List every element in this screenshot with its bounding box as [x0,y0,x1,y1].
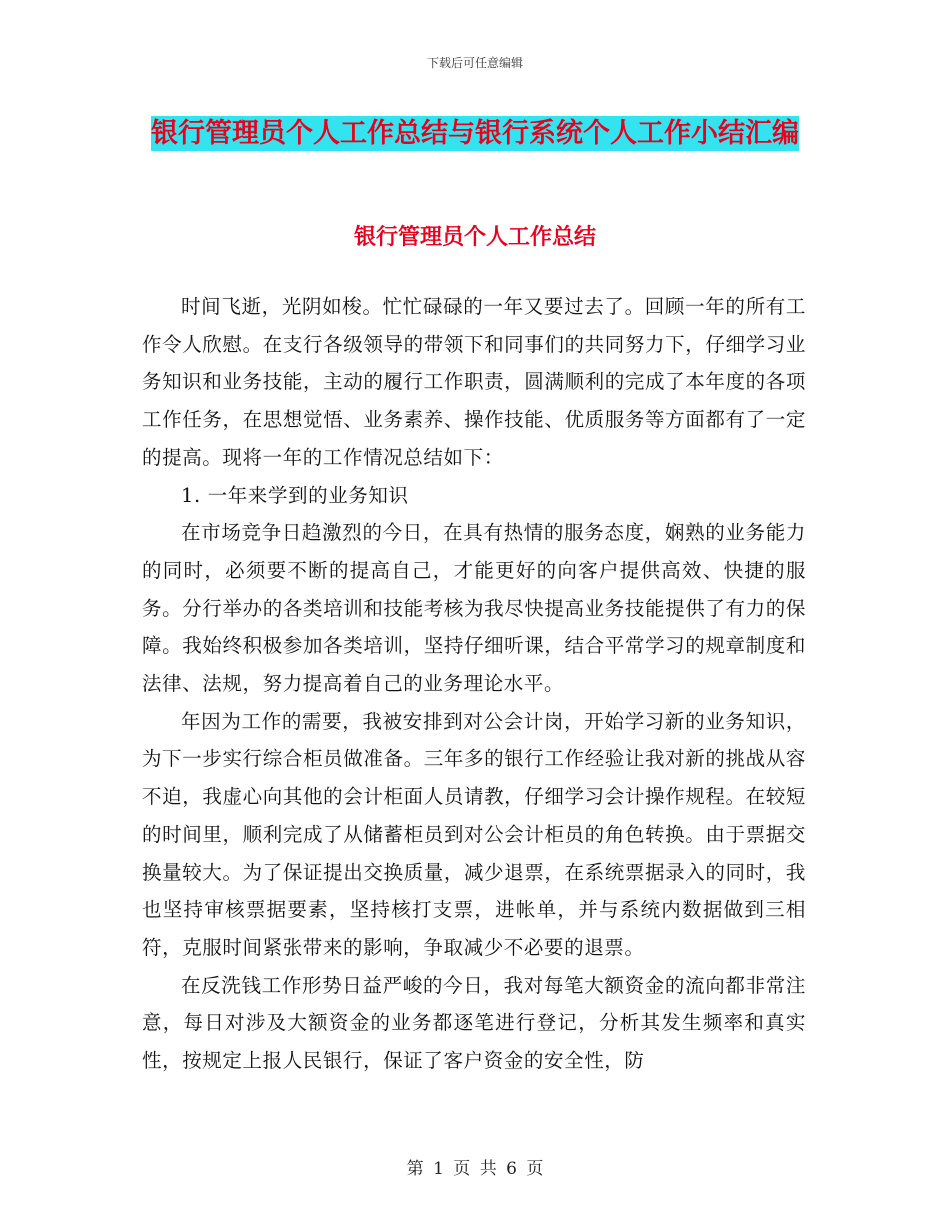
paragraph: 年因为工作的需要，我被安排到对公会计岗，开始学习新的业务知识，为下一步实行综合柜员做准备。三年多的银行工作经验让我对新的挑战从容不迫，我虚心向其他的会计柜面人员请教，仔细学习会计操作规程。在较短的时间里，顺利完成了从储蓄柜员到对公会计柜员的角色转换。由于票据交换量较大。为了保证提出交换质量，减少退票，在系统票据录入的同时，我也坚持审核票据要素，坚持核打支票，进帐单，并与系统内数据做到三相符，克服时间紧张带来的影响，争取减少不必要的退票。 [142,709,806,959]
document-title-text: 银行管理员个人工作总结与银行系统个人工作小结汇编 [151,118,799,149]
paragraph: 时间飞逝，光阴如梭。忙忙碌碌的一年又要过去了。回顾一年的所有工作令人欣慰。在支行各级领导的带领下和同事们的共同努力下，仔细学习业务知识和业务技能，主动的履行工作职责，圆满顺利的完成了本年度的各项工作任务，在思想觉悟、业务素养、操作技能、优质服务等方面都有了一定的提高。现将一年的工作情况总结如下： [142,295,806,469]
document-title [150,108,800,160]
page-number-footer: 第 1 页 共 6 页 [406,1159,544,1179]
header-note: 下载后可任意编辑 [426,56,523,70]
document-body [142,288,806,1080]
numbered-subheading: 1. 一年来学到的业务知识 [181,483,409,507]
paragraph: 在市场竞争日趋激烈的今日，在具有热情的服务态度，娴熟的业务能力的同时，必须要不断的提高自己，才能更好的向客户提供高效、快捷的服务。分行举办的各类培训和技能考核为我尽快提高业务技能提供了有力的保障。我始终积极参加各类培训，坚持仔细听课，结合平常学习的规章制度和法律、法规，努力提高着自己的业务理论水平。 [142,521,806,696]
section-heading: 银行管理员个人工作总结 [353,225,596,250]
paragraph: 在反洗钱工作形势日益严峻的今日，我对每笔大额资金的流向都非常注意，每日对涉及大额资金的业务都逐笔进行登记，分析其发生频率和真实性，按规定上报人民银行，保证了客户资金的安全性，防 [142,973,806,1073]
